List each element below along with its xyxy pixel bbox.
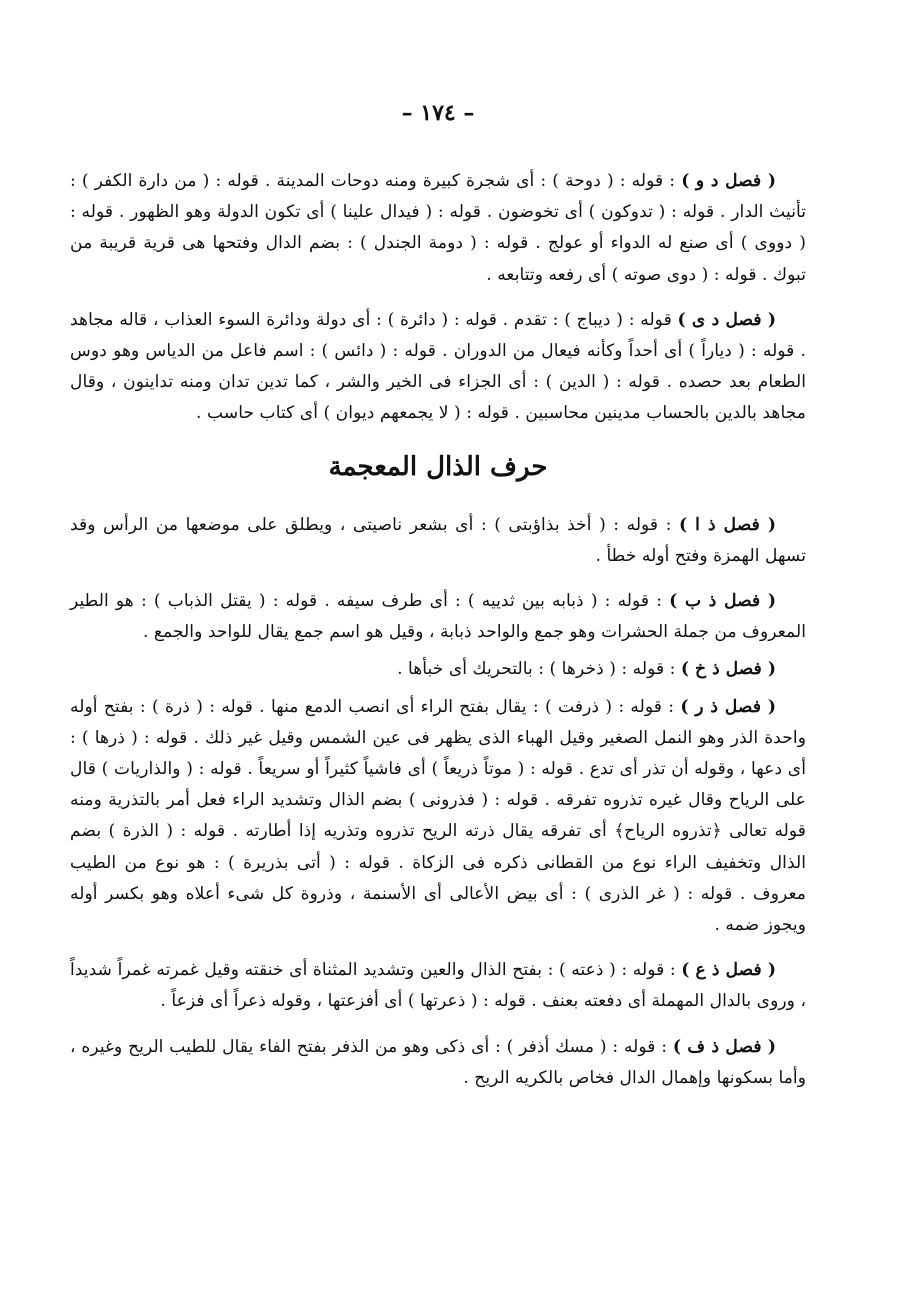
section-fasl-dhal-ra [70, 692, 806, 942]
section-label: ( فصل ذ ا ) [679, 514, 776, 535]
section-label: ( فصل د و ) [681, 171, 776, 191]
section-fasl-dal-ya [70, 305, 806, 430]
page-number: – ١٧٤ – [401, 100, 475, 126]
section-fasl-dhal-ba [70, 586, 806, 648]
section-fasl-dhal-alif [70, 510, 806, 572]
section-text: : قوله : ( ذبابه بين ثدييه ) : أى طرف سيفه . قوله : ( يقتل الذباب ) : هو الطير المعروف من جملة الحشرات وهو جمع والواحد ذبابة ، وقيل هو اسم جمع يقال للواحد والجمع . [70, 591, 806, 643]
section-text: : قوله : ( مسك أذفر ) : أى ذكى وهو من الذفر بفتح الفاء يقال للطيب الريح وغيره ، وأما بسكونها وإهمال الدال فخاص بالكريه الريح . [70, 1036, 806, 1088]
section-text: : قوله : ( أخذ بذاؤبتى ) : أى بشعر ناصيتى ، ويطلق على موضعها من الرأس وقد تسهل الهمزة وفتح أوله خطأ . [70, 514, 806, 566]
section-label: ( فصل ذ ف ) [672, 1036, 777, 1057]
section-text: : قوله : ( ذعته ) : بفتح الذال والعين وتشديد المثناة أى خنقته وقيل غمرته غمراً شديداً ، وروى بالدال المهملة أى دفعته بعنف . قوله : ( ذعرتها ) أى أفزعتها ، وقوله ذعراً أى فزعاً . [70, 960, 806, 1012]
section-fasl-dhal-fa [70, 1032, 806, 1094]
section-label: ( فصل ذ ر ) [680, 696, 776, 717]
section-label: ( فصل د ى ) [677, 309, 776, 330]
document-page [70, 100, 806, 1108]
chapter-heading: حرف الذال المعجمة [328, 451, 548, 482]
section-text: : قوله : ( دوحة ) : أى شجرة كبيرة ومنه دوحات المدينة . قوله : ( من دارة الكفر ) : تأنيث الدار . قوله : ( تدوكون ) أى تخوضون . قوله : ( فيدال علينا ) أى تكون الدولة وهو الظهور . قوله : ( دووى ) أى صنع له الدواء أو عولج . قوله : ( دومة الجندل ) : بضم الدال وفتحها هى قرية قريبة من تبوك . قوله : ( دوى صوته ) أى رفعه وتتابعه . [70, 171, 806, 285]
section-label: ( فصل ذ خ ) [680, 659, 776, 680]
section-fasl-dal-waw [70, 166, 806, 291]
section-fasl-dhal-kha [70, 654, 806, 685]
section-label: ( فصل ذ ب ) [669, 591, 776, 612]
section-fasl-dhal-ain [70, 955, 806, 1017]
section-text: : قوله : ( ذرفت ) : يقال بفتح الراء أى انصب الدمع منها . قوله : ( ذرة ) : بفتح أوله واحدة الذر وهو النمل الصغير وقيل الهباء الذى يظهر فى عين الشمس وقيل غير ذلك . قوله : ( ذرها ) : أى دعها ، وقوله أن تذر أى تدع . قوله : ( موتاً ذريعاً ) أى فاشياً كثيراً أو سريعاً . قوله : ( والذاريات ) قال على الرياح وقال غيره تذروه تفرقه . قوله : ( فذرونى ) بضم الذال وتشديد الراء فعل أمر بالتذرية ومنه قوله تعالى ﴿تذروه الرياح﴾ أى تفرقه يقال ذرته الريح تذروه وتذريه إذا أطارته . قوله : ( الذرة ) بضم الذال وتخفيف الراء نوع من القطانى ذكره فى الزكاة . قوله : ( أتى بذريرة ) : هو نوع من الطيب معروف . قوله : ( غر الذرى ) : أى بيض الأعالى أى الأسنمة ، وذروة كل شىء أعلاه وهو بكسر أوله ويجوز ضمه . [70, 696, 806, 936]
section-text: قوله : ( ديباج ) : تقدم . قوله : ( دائرة ) : أى دولة ودائرة السوء العذاب ، قاله مجاهد . قوله : ( دياراً ) أى أحداً وكأنه فيعال من الدوران . قوله : ( دائس ) : اسم فاعل من الدياس وهو دوس الطعام بعد حصده . قوله : ( الدين ) : أى الجزاء فى الخير والشر ، كما تدين تدان ومنه تداينون ، وقال مجاهد بالدين بالحساب مدينين محاسبين . قوله : ( لا يجمعهم ديوان ) أى كتاب حاسب . [70, 309, 806, 424]
section-label: ( فصل ذ ع ) [681, 960, 776, 981]
section-text: : قوله : ( ذخرها ) : بالتحريك أى خبأها . [397, 659, 681, 680]
